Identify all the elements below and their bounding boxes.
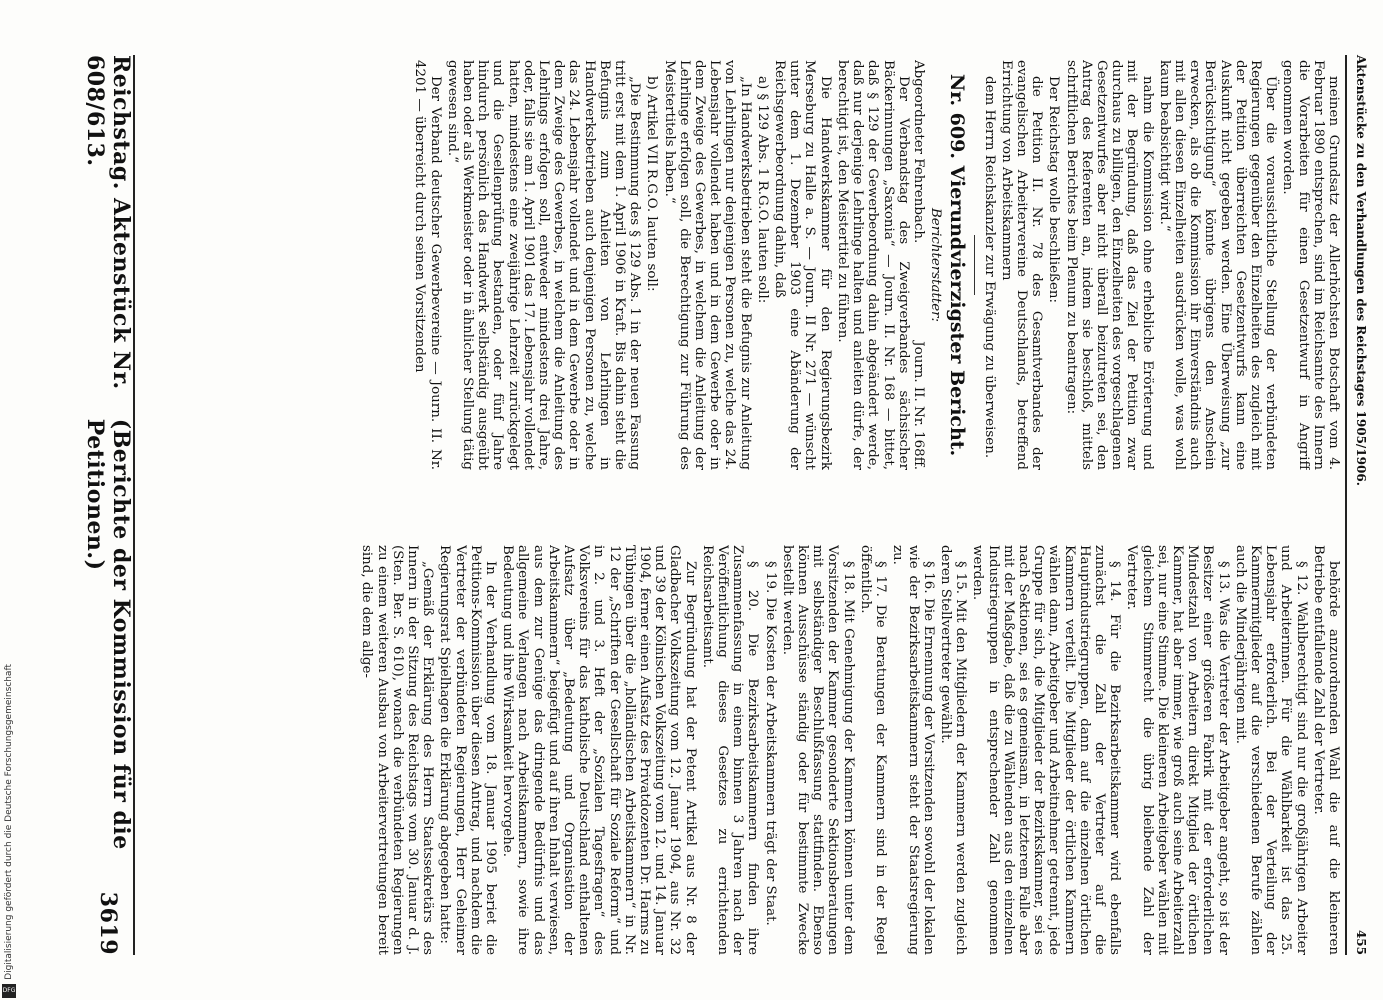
- right-body-paragraph: „In Handwerksbetrieben steht die Befugnis zur Anleitung von Lehrlingen nur denjenigen Personen zu, welche das 24. Lebensjahr vollendet haben und in dem Gewerbe oder in dem Zweige des Gewerbes, in welchem die Anleitung der Lehrlinge erfolgen soll, die Berechtigung zur Führung des Meistertitels haben.“: [661, 60, 753, 470]
- right-intro-paragraph: meinen Grundsatz der Allerhöchsten Botschaft vom 4. Februar 1890 entsprechen, sind im Reichsamte des Innern die Vorarbeiten für einen Gesetzentwurf in Angriff genommen worden.: [1280, 60, 1341, 470]
- running-header: [82, 55, 134, 955]
- reporter-name: Abgeordneter Fehrenbach.: [910, 60, 926, 244]
- left-column-paragraph: § 14. Für die Bezirksarbeitskammer wird ebenfalls zunächst die Zahl der Vertreter auf die Hauptindustriegruppen, dann auf die einzelnen örtlichen Kammern verteilt. Die Mitglieder der örtlichen Kammern wählen dann, Arbeitgeber und Arbeitnehmer getrennt, jede Gruppe für sich, die Mitglieder der Bezirkskammer, sei es nach Sektionen, sei es gemeinsam, in letzterem Falle aber mit der Maßgabe, daß die zu Wählenden aus den einzelnen Industriegruppen in entsprechender Zahl genommen werden.: [970, 545, 1123, 955]
- header-rule: [133, 55, 135, 955]
- left-column-paragraph: In der Verhandlung vom 18. Januar 1905 beriet die Petitions-Kommission über diesen Antrag, und nachdem die Vertreter der verbündeten Regierungen, Herr Geheimer Regierungsrat Spielhagen die Erklärung abgegeben hatte:: [437, 545, 499, 955]
- section-title: Nr. 609. Vierundvierzigster Bericht.: [946, 73, 969, 457]
- digitization-note: Digitalisierung gefördert durch die Deutsche Forschungsgemeinschaft: [4, 664, 14, 980]
- left-column-paragraph: § 15. Mit den Mitgliedern der Kammern werden zugleich deren Stellvertreter gewählt.: [937, 545, 969, 955]
- right-text-column: [141, 60, 1341, 470]
- right-body-paragraph: a) § 129 Abs. 1 R.G.O. lauten soll:: [754, 76, 770, 304]
- left-column-paragraph: § 18. Mit Genehmigung der Kammern können unter dem Vorsitzenden der Kammer gesonderte Sektionsberatungen mit selbständiger Beschlußfassung stattfinden. Ebenso können Ausschüsse ständig oder für bestimmte Zwecke bestellt werden.: [779, 545, 856, 955]
- footer-rule: [1345, 55, 1347, 955]
- right-body-paragraph: Die Handwerkskammer für den Regierungsbezirk Merseburg zu Halle a. S. — Journ. II Nr. 271 — wünscht unter dem 1. Dezember 1903 eine Abänderung der Reichsgewerbeordnung dahin, daß: [772, 60, 833, 470]
- running-footer: [1349, 55, 1373, 955]
- right-intro-paragraph: nahm die Kommission ohne erhebliche Erörterung und mit der Begründung, daß das Ziel der Petition zwar durchaus zu billigen, den Einzelheiten des vorgeschlagenen Gesetzentwurfes aber nicht überall beizutreten sei, den Antrag des Referenten an, indem sie beschloß, mittels schriftlichen Berichtes beim Plenum zu beantragen:: [1063, 60, 1155, 470]
- header-left: Reichstag. Aktenstück Nr. 608/613.: [82, 55, 134, 390]
- right-intro-paragraph: die Petition II. Nr. 78 des Gesamtverbandes der evangelischen Arbeitervereine Deutschlands, betreffend Errichtung von Arbeitskammern: [998, 60, 1045, 470]
- dfg-logo: DFG: [2, 984, 16, 998]
- reporter-line: [911, 60, 926, 470]
- right-intro-paragraph: Der Reichstag wolle beschließen:: [1046, 76, 1062, 304]
- left-column-paragraph: § 19. Die Kosten der Arbeitskammern trägt der Staat.: [762, 561, 778, 926]
- left-text-column: [141, 545, 1341, 955]
- right-body-paragraph: Der Verband deutscher Gewerbevereine — Journ. II. Nr. 4201 — überreicht durch seinen Vorsitzenden: [412, 60, 443, 470]
- reporter-label: Berichterstatter:: [928, 207, 944, 323]
- section-divider: [974, 235, 975, 295]
- left-column-paragraph: behörde anzuordnenden Wahl die auf die kleineren Betriebe entfallende Zahl der Vertreter.: [1310, 545, 1341, 955]
- footer-page: 455: [1354, 929, 1368, 955]
- left-column-paragraph: § 17. Die Beratungen der Kammern sind in der Regel öffentlich.: [857, 545, 889, 955]
- left-column-paragraph: § 13. Was die Vertreter der Arbeitgeber angeht, so ist der Besitzer einer größeren Fabrik mit der erforderlichen Mindestzahl von Arbeitern direkt Mitglied der örtlichen Kammer, hat aber immer, wie groß auch seine Arbeiterzahl sei, nur eine Stimme. Die kleineren Arbeitgeber wählen mit gleichem Stimmrecht die übrig bleibende Zahl der Vertreter.: [1124, 545, 1231, 955]
- journal-ref: Journ. II. Nr. 168ff.: [910, 341, 926, 470]
- digitization-margin: [0, 0, 30, 1000]
- left-column-paragraph: „Gemäß der Erklärung des Herrn Staatssekretärs des Innern in der Sitzung des Reichstags vom 30. Januar d. J. (Sten. Ber. S. 610), wonach die verbündeten Regierungen zu einem weiteren Ausbau von Arbeitervertretungen bereit sind, die dem allge-: [359, 545, 436, 955]
- left-column-paragraph: § 16. Die Ernennung der Vorsitzenden sowohl der lokalen wie der Bezirksarbeitskammern steht der Staatsregierung zu.: [890, 545, 936, 955]
- right-intro-paragraph: dem Herrn Reichskanzler zur Erwägung zu überweisen.: [981, 76, 997, 459]
- footer-left: Aktenstücke zu den Verhandlungen des Reichstages 1905/1906.: [1354, 55, 1368, 486]
- right-body-paragraph: „Die Bestimmung des § 129 Abs. 1 in der neuen Fassung tritt erst mit dem 1. April 1906 in Kraft. Bis dahin steht die Befugnis zum Anleiten von Lehrlingen in Handwerksbetrieben auch denjenigen Personen zu, welche das 24. Lebensjahr vollendet und in dem Gewerbe oder in dem Zweige des Gewerbes, in welchem die Anleitung des Lehrlings erfolgen soll, entweder mindestens drei Jahre, oder, falls sie am 1. April 1901 das 17. Lebensjahr vollendet hatten, mindestens eine zweijährige Lehrzeit zurückgelegt und die Gesellenprüfung bestanden, oder fünf Jahre hindurch persönlich das Handwerk selbständig ausgeübt haben oder als Werkmeister oder in ähnlicher Stellung tätig gewesen sind.“: [444, 60, 643, 470]
- left-column-paragraph: § 20. Die Bezirksarbeitskammern finden ihre Zusammenfassung in einem binnen 3 Jahren nach der Veröffentlichung dieses Gesetzes zu errichtenden Reichsarbeitsamt.: [699, 545, 761, 955]
- header-center: (Berichte der Kommission für die Petitionen.): [82, 418, 134, 850]
- left-column-paragraph: Zur Begründung hat der Petent Artikel aus Nr. 8 der Gladbacher Volkszeitung vom 12. Januar 1904, aus Nr. 32 und 39 der Kölnischen Volkszeitung vom 12. und 14. Januar 1904, ferner einen Aufsatz des Privatdozenten Dr. Harms zu Tübingen über die „holländischen Arbeitskammern“ in Nr. 12 der „Schriften der Gesellschaft für Soziale Reform“ und in 2. und 3. Heft der „Sozialen Tagesfragen“ des Volksvereins für das katholische Deutschland enthaltenen Aufsatz über „Bedeutung und Organisation der Arbeitskammern“ beigefügt und auf ihren Inhalt verwiesen, aus dem zur Genüge das dringende Bedürfnis und das allgemeine Verlangen nach Arbeitskammern, sowie ihre Bedeutung und ihre Wirksamkeit hervorgehe.: [500, 545, 698, 955]
- right-intro-paragraph: Über die voraussichtliche Stellung der verbündeten Regierungen gegenüber den Einzelheiten des zugleich mit der Petition überreichten Gesetzentwurfs kann eine Auskunft nicht gegeben werden. Eine Überweisung „zur Berücksichtigung“ könnte übrigens den Anschein erwecken, als ob die Kommission ihr Einverständnis auch mit allen diesen Einzelheiten ausdrücken wolle, was wohl kaum beabsichtigt wird.“: [1156, 60, 1279, 470]
- right-body-paragraph: b) Artikel VII R.G.O. lauten soll:: [644, 76, 660, 292]
- right-body-paragraph: Der Verbandstag des Zweigverbandes sächsischer Bäckerinnungen „Saxonia“ — Journ. II. Nr. 168 — bittet, daß § 129 der Gewerbeordnung dahin abgeändert werde, daß nur derjenige Lehrlinge halten und anleiten dürfe, der berechtigt ist, den Meistertitel zu führen.: [834, 60, 911, 470]
- left-column-paragraph: § 12. Wahlberechtigt sind nur die großjährigen Arbeiter und Arbeiterinnen. Für die Wählbarkeit ist das 25. Lebensjahr erforderlich. Bei der Verteilung der Kammermitglieder auf die verschiedenen Berufe zählen auch die Minderjährigen mit.: [1232, 545, 1309, 955]
- page-number: 3619: [95, 891, 121, 955]
